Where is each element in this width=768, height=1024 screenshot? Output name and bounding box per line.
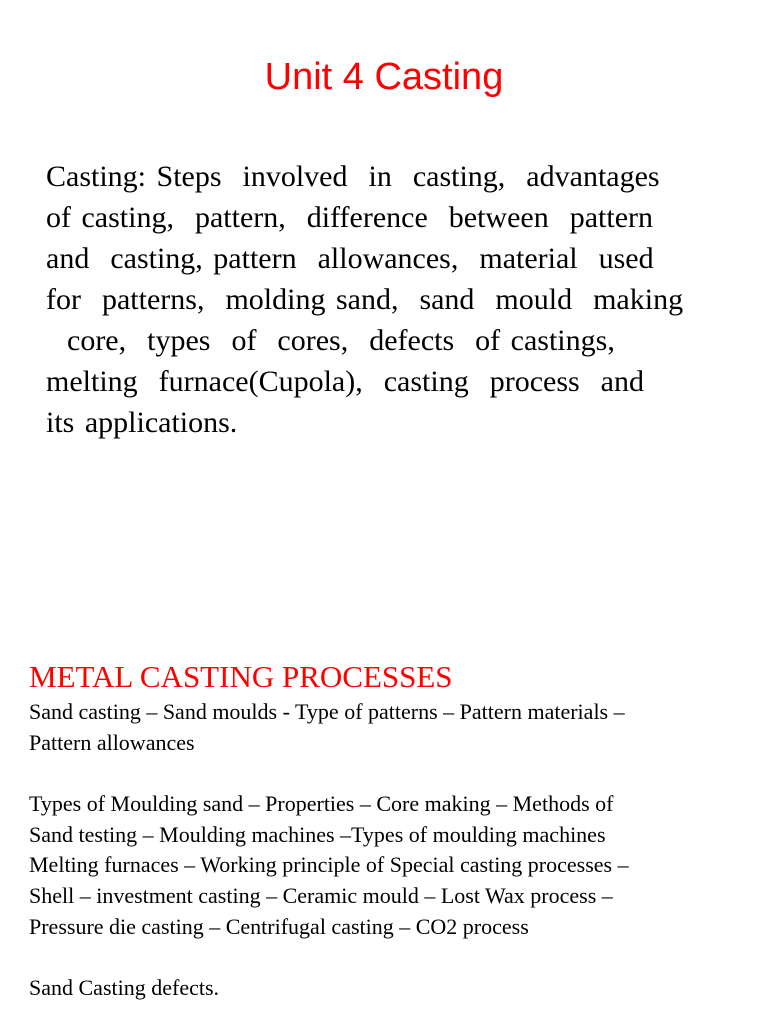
intro-line: of casting, pattern, difference between pattern xyxy=(46,201,654,234)
section-heading: METAL CASTING PROCESSES xyxy=(29,659,453,694)
intro-line: Casting: Steps involved in casting, advantages xyxy=(46,160,660,193)
intro-line: core, types of cores, defects of castings, xyxy=(46,324,615,357)
section-line: Pressure die casting – Centrifugal casting – CO2 process xyxy=(29,913,529,939)
intro-line: its applications. xyxy=(46,406,238,439)
section-line: Pattern allowances xyxy=(29,729,195,755)
intro-paragraph xyxy=(46,156,746,443)
intro-line: for patterns, molding sand, sand mould making xyxy=(46,283,684,316)
intro-line: and casting, pattern allowances, material used xyxy=(46,242,654,275)
slide-title: Unit 4 Casting xyxy=(264,56,504,98)
section-line: Sand testing – Moulding machines –Types of moulding machines xyxy=(29,821,606,847)
metal-casting-section xyxy=(29,657,749,1004)
section-blank-line xyxy=(29,943,749,974)
section-line: Melting furnaces – Working principle of Special casting processes – xyxy=(29,852,629,878)
section-line: Shell – investment casting – Ceramic mould – Lost Wax process – xyxy=(29,883,613,909)
section-line: Sand Casting defects. xyxy=(29,975,220,1001)
section-blank-line xyxy=(29,758,749,789)
intro-line: melting furnace(Cupola), casting process and xyxy=(46,365,644,398)
section-line: Sand casting – Sand moulds - Type of patterns – Pattern materials – xyxy=(29,699,625,724)
section-line: Types of Moulding sand – Properties – Core making – Methods of xyxy=(29,791,614,817)
